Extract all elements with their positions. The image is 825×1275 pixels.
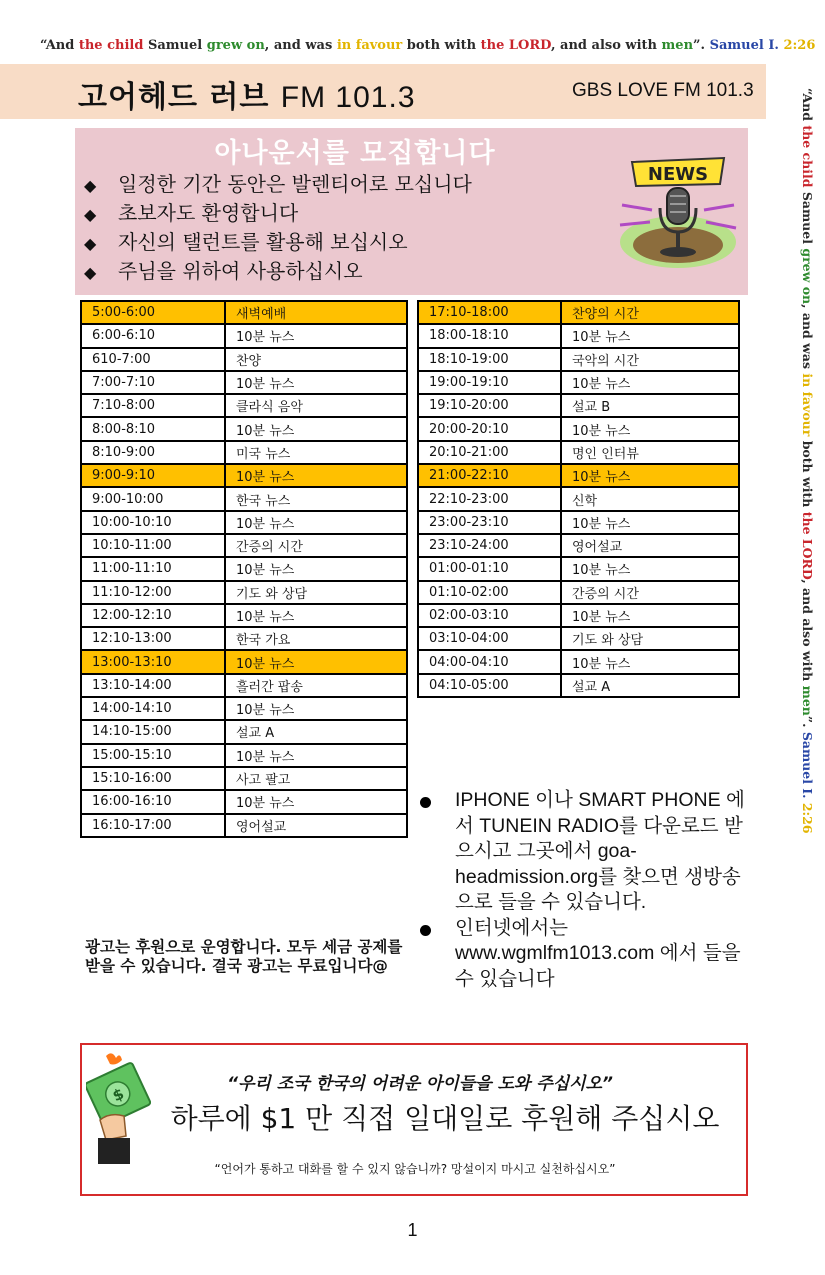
schedule-row <box>81 814 407 837</box>
recruit-item <box>84 257 472 286</box>
verse-segment: the LORD <box>800 511 815 580</box>
schedule-time: 04:10-05:00 <box>418 674 561 697</box>
schedule-row <box>81 534 407 557</box>
schedule-program: 사고 팔고 <box>225 767 407 790</box>
svg-text:$: $ <box>109 1084 127 1106</box>
schedule-program: 10분 뉴스 <box>225 697 407 720</box>
schedule-time: 17:10-18:00 <box>418 301 561 324</box>
schedule-program: 기도 와 상담 <box>561 627 739 650</box>
verse-segment: , and was <box>800 304 815 374</box>
recruit-item <box>84 228 472 257</box>
schedule-row <box>418 511 739 534</box>
schedule-time: 13:00-13:10 <box>81 650 225 673</box>
schedule-program: 10분 뉴스 <box>225 464 407 487</box>
schedule-row <box>418 581 739 604</box>
schedule-time: 23:10-24:00 <box>418 534 561 557</box>
ad-note: 광고는 후원으로 운영합니다. 모두 세금 공제를 받을 수 있습니다. 결국 광고는 무료입니다@ <box>85 938 403 975</box>
verse-segment: Samuel <box>800 191 815 249</box>
verse-segment: “And <box>40 38 79 53</box>
money-hand-icon <box>86 1050 151 1168</box>
schedule-row <box>81 581 407 604</box>
schedule-row <box>418 301 739 324</box>
schedule-program: 미국 뉴스 <box>225 441 407 464</box>
schedule-time: 12:00-12:10 <box>81 604 225 627</box>
schedule-time: 01:00-01:10 <box>418 557 561 580</box>
schedule-program: 영어설교 <box>225 814 407 837</box>
schedule-program: 10분 뉴스 <box>561 557 739 580</box>
schedule-program: 찬양 <box>225 348 407 371</box>
schedule-program: 간증의 시간 <box>225 534 407 557</box>
schedule-time: 04:00-04:10 <box>418 650 561 673</box>
schedule-time: 10:10-11:00 <box>81 534 225 557</box>
schedule-row <box>418 487 739 510</box>
donation-main-text: 하루에 $1 만 직접 일대일로 후원해 주십시오 <box>170 1102 720 1135</box>
schedule-program: 찬양의 시간 <box>561 301 739 324</box>
schedule-program: 10분 뉴스 <box>225 417 407 440</box>
schedule-time: 10:00-10:10 <box>81 511 225 534</box>
schedule-program: 10분 뉴스 <box>561 650 739 673</box>
verse-segment: Samuel I. <box>709 38 784 53</box>
verse-segment: the child <box>800 125 815 192</box>
schedule-program: 10분 뉴스 <box>561 324 739 347</box>
verse-segment: grew on <box>800 248 815 305</box>
verse-segment: 2:26 <box>800 802 815 834</box>
schedule-program: 설교 A <box>225 720 407 743</box>
schedule-program: 10분 뉴스 <box>225 557 407 580</box>
schedule-program: 간증의 시간 <box>561 581 739 604</box>
info-item <box>420 916 750 993</box>
schedule-time: 8:10-9:00 <box>81 441 225 464</box>
schedule-row <box>81 371 407 394</box>
verse-segment: , and also with <box>800 579 815 686</box>
schedule-program: 클라식 음악 <box>225 394 407 417</box>
schedule-program: 10분 뉴스 <box>561 371 739 394</box>
schedule-program: 10분 뉴스 <box>561 604 739 627</box>
diamond-bullet-icon: ◆ <box>84 205 97 224</box>
schedule-program: 10분 뉴스 <box>225 511 407 534</box>
schedule-program: 10분 뉴스 <box>561 464 739 487</box>
verse-segment: men <box>661 38 694 53</box>
schedule-time: 15:00-15:10 <box>81 744 225 767</box>
station-title <box>78 72 416 116</box>
news-icon-label: NEWS <box>647 164 709 185</box>
schedule-program: 설교 A <box>561 674 739 697</box>
schedule-time: 19:00-19:10 <box>418 371 561 394</box>
verse-segment: men <box>800 685 815 716</box>
schedule-time: 11:10-12:00 <box>81 581 225 604</box>
schedule-time: 02:00-03:10 <box>418 604 561 627</box>
verse-segment: , and was <box>264 38 337 53</box>
verse-segment: in favour <box>800 373 815 441</box>
station-frequency: FM 101.3 <box>280 81 416 114</box>
schedule-time: 5:00-6:00 <box>81 301 225 324</box>
schedule-time: 13:10-14:00 <box>81 674 225 697</box>
diamond-bullet-icon: ◆ <box>84 263 97 282</box>
verse-segment: both with <box>406 38 481 53</box>
recruit-item-text: 자신의 탤런트를 활용해 보십시오 <box>118 230 408 254</box>
verse-segment: the LORD <box>480 38 551 53</box>
donation-sub-text: “언어가 통하고 대화를 할 수 있지 않습니까? 망설이지 마시고 실천하십시오” <box>214 1162 616 1176</box>
schedule-row <box>81 720 407 743</box>
verse-segment: “And <box>800 88 815 126</box>
schedule-program: 신학 <box>561 487 739 510</box>
station-right-label: GBS LOVE FM 101.3 <box>572 80 754 101</box>
schedule-table-right <box>417 300 740 698</box>
verse-segment: , and also with <box>551 38 662 53</box>
schedule-program: 10분 뉴스 <box>561 511 739 534</box>
diamond-bullet-icon: ◆ <box>84 234 97 253</box>
info-item-text: IPHONE 이나 SMART PHONE 에서 TUNEIN RADIO를 다운로드 받으시고 그곳에서 goa-headmission.org를 찾으면 생방송으로 들을 수 있습니다. <box>455 789 745 913</box>
schedule-time: 14:00-14:10 <box>81 697 225 720</box>
schedule-row <box>418 441 739 464</box>
recruit-item-text: 일정한 기간 동안은 발렌티어로 모십니다 <box>118 172 472 196</box>
schedule-program: 10분 뉴스 <box>225 324 407 347</box>
verse-segment: the child <box>78 38 148 53</box>
schedule-row <box>81 441 407 464</box>
verse-segment: ”. <box>693 38 710 53</box>
schedule-table-left <box>80 300 408 838</box>
recruit-title: 아나운서를 모집합니다 <box>214 138 496 169</box>
schedule-time: 18:00-18:10 <box>418 324 561 347</box>
recruit-item <box>84 199 472 228</box>
schedule-time: 7:10-8:00 <box>81 394 225 417</box>
schedule-time: 9:00-10:00 <box>81 487 225 510</box>
schedule-time: 20:00-20:10 <box>418 417 561 440</box>
schedule-time: 12:10-13:00 <box>81 627 225 650</box>
schedule-program: 흘러간 팝송 <box>225 674 407 697</box>
verse-segment: Samuel I. <box>800 731 815 803</box>
bullet-dot-icon <box>420 925 431 936</box>
schedule-program: 10분 뉴스 <box>225 790 407 813</box>
schedule-time: 01:10-02:00 <box>418 581 561 604</box>
schedule-row <box>418 534 739 557</box>
schedule-time: 15:10-16:00 <box>81 767 225 790</box>
schedule-row <box>81 674 407 697</box>
recruit-item <box>84 170 472 199</box>
schedule-program: 영어설교 <box>561 534 739 557</box>
verse-banner-top <box>40 38 816 53</box>
schedule-time: 22:10-23:00 <box>418 487 561 510</box>
schedule-program: 기도 와 상담 <box>225 581 407 604</box>
schedule-row <box>81 301 407 324</box>
schedule-time: 7:00-7:10 <box>81 371 225 394</box>
schedule-time: 19:10-20:00 <box>418 394 561 417</box>
schedule-row <box>418 348 739 371</box>
schedule-row <box>81 394 407 417</box>
schedule-program: 한국 가요 <box>225 627 407 650</box>
schedule-row <box>81 417 407 440</box>
schedule-row <box>81 790 407 813</box>
diamond-bullet-icon: ◆ <box>84 176 97 195</box>
schedule-program: 10분 뉴스 <box>225 744 407 767</box>
schedule-program: 10분 뉴스 <box>561 417 739 440</box>
schedule-time: 8:00-8:10 <box>81 417 225 440</box>
bullet-dot-icon <box>420 797 431 808</box>
info-item <box>420 788 750 916</box>
schedule-row <box>81 697 407 720</box>
recruit-list <box>84 170 472 286</box>
schedule-program: 10분 뉴스 <box>225 371 407 394</box>
schedule-program: 국악의 시간 <box>561 348 739 371</box>
schedule-time: 11:00-11:10 <box>81 557 225 580</box>
verse-segment: grew on <box>206 38 265 53</box>
schedule-row <box>418 557 739 580</box>
schedule-program: 설교 B <box>561 394 739 417</box>
news-microphone-icon <box>612 150 744 275</box>
schedule-row <box>418 650 739 673</box>
verse-side-text <box>800 88 815 834</box>
schedule-time: 20:10-21:00 <box>418 441 561 464</box>
schedule-row <box>81 464 407 487</box>
schedule-row <box>418 464 739 487</box>
schedule-row <box>81 744 407 767</box>
schedule-row <box>81 604 407 627</box>
verse-banner-side <box>797 88 819 834</box>
schedule-time: 6:00-6:10 <box>81 324 225 347</box>
schedule-row <box>418 417 739 440</box>
verse-segment: 2:26 <box>783 38 816 53</box>
donation-quote: “우리 조국 한국의 어려운 아이들을 도와 주십시오” <box>227 1074 613 1094</box>
schedule-row <box>81 348 407 371</box>
schedule-row <box>418 674 739 697</box>
schedule-row <box>418 394 739 417</box>
schedule-program: 10분 뉴스 <box>225 650 407 673</box>
listen-info <box>420 788 750 992</box>
schedule-time: 14:10-15:00 <box>81 720 225 743</box>
verse-segment: both with <box>800 440 815 512</box>
schedule-row <box>418 324 739 347</box>
verse-segment: ”. <box>800 715 815 732</box>
schedule-row <box>81 324 407 347</box>
schedule-row <box>418 371 739 394</box>
schedule-time: 16:10-17:00 <box>81 814 225 837</box>
schedule-row <box>81 511 407 534</box>
schedule-row <box>81 557 407 580</box>
schedule-row <box>418 604 739 627</box>
schedule-time: 23:00-23:10 <box>418 511 561 534</box>
schedule-program: 명인 인터뷰 <box>561 441 739 464</box>
info-item-text: 인터넷에서는 www.wgmlfm1013.com 에서 들을 수 있습니다 <box>455 916 741 990</box>
station-korean-name: 고어헤드 러브 <box>78 80 270 115</box>
verse-segment: Samuel <box>147 38 207 53</box>
schedule-row <box>81 650 407 673</box>
schedule-program: 새벽예배 <box>225 301 407 324</box>
verse-segment: in favour <box>336 38 407 53</box>
schedule-time: 18:10-19:00 <box>418 348 561 371</box>
schedule-row <box>81 627 407 650</box>
schedule-row <box>81 767 407 790</box>
recruit-item-text: 주님을 위하여 사용하십시오 <box>118 259 363 283</box>
schedule-time: 9:00-9:10 <box>81 464 225 487</box>
schedule-row <box>418 627 739 650</box>
schedule-program: 10분 뉴스 <box>225 604 407 627</box>
schedule-time: 610-7:00 <box>81 348 225 371</box>
schedule-row <box>81 487 407 510</box>
page-number: 1 <box>407 1220 418 1240</box>
recruit-item-text: 초보자도 환영합니다 <box>118 201 299 225</box>
schedule-time: 21:00-22:10 <box>418 464 561 487</box>
schedule-time: 03:10-04:00 <box>418 627 561 650</box>
schedule-program: 한국 뉴스 <box>225 487 407 510</box>
schedule-time: 16:00-16:10 <box>81 790 225 813</box>
